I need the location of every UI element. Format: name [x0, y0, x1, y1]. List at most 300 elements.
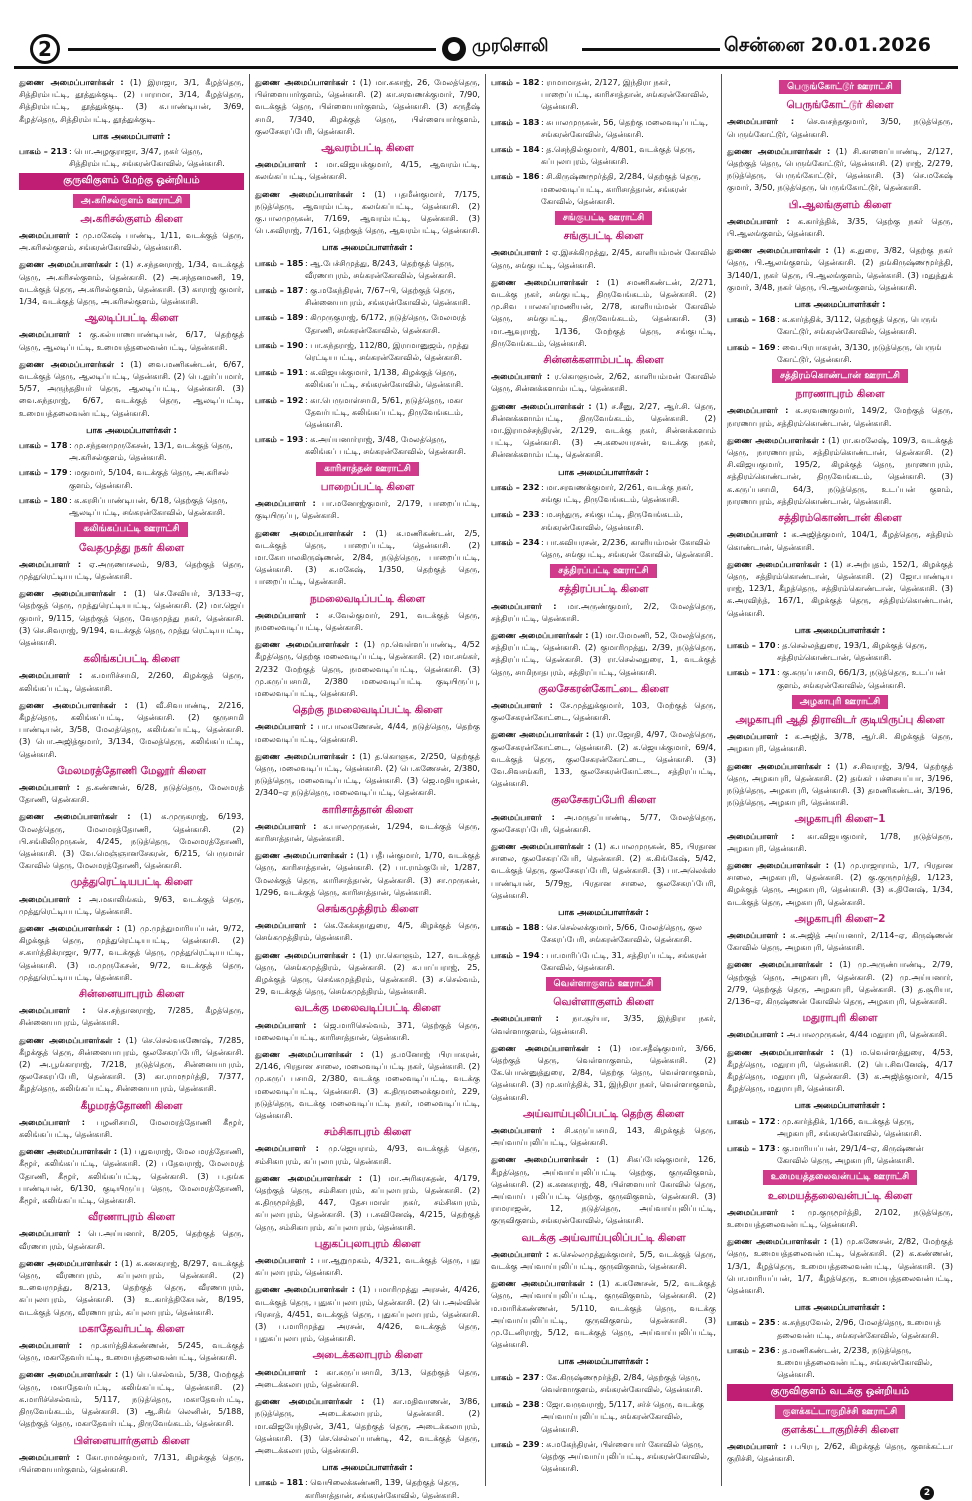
member-details: சே.முத்துக்குமார், 103, மேற்குத் தெரு, குலசேகரன்கோட்டை, தென்காசி. [491, 699, 716, 723]
member-details: (1) மு.ராஜாராம், 1/7, பிரதான சாலை, அழகாபுரி, தென்காசி. (2) கு.குருமூர்த்தி, 1/123, கிழக்குத் தெரு, அழகாபுரி, தென்காசி. (3) சு.தினேஷ், 1/34, வடக்குத் தெரு, அழகாபுரி, தென்காசி. [727, 859, 953, 907]
role-label: அமைப்பாளர் : [491, 1013, 559, 1024]
member-paragraph [727, 145, 953, 194]
booth-number: பாகம் – 169 [727, 341, 776, 352]
member-details: (1) ச.சீனு, 2/27, ஆர்.சி. தெரு, சின்னக்களாம்பட்டி, திருவேங்கடம், தென்காசி. (2) மா.இராமச்சந்திரன், 2/129, வடக்கு நகர், சின்னக்களாம் பட்டி, தென்காசி. (3) அ.கலையரசன், வடக்கு நகர், சின்னக்களாம்பட்டி, தென்காசி. [491, 400, 716, 460]
member-paragraph [19, 922, 244, 983]
role-label: அமைப்பாளர் : [491, 1248, 550, 1259]
column-3 [486, 74, 722, 1486]
panchayat-heading-wrap [491, 211, 716, 225]
member-details: (1) ரா.கொளும், 127, வடக்குத் தெரு, செங்கமுத்திரம், தென்காசி. (2) க.பாப்பராஜ், 25, கிழக்குத் தெரு, செங்கமுத்திரம், தென்காசி. (3) ச.செல்வம், 29, வடக்குத் தெரு, செங்கமுத்திரம், தென்காசி. [255, 949, 480, 997]
member-details: மு.கார்த்திக்கண்ணன், 5/245, வடக்குத் தெரு, மகாதேவர்பட்டி, உமையத்தலைவன்பட்டி, தென்காசி. [19, 1340, 245, 1363]
booth-number: பாகம் – 179 [19, 467, 68, 478]
branch-heading: உமையத்தலைவன்பட்டி கிளை [767, 1189, 913, 1202]
booth-entry [727, 639, 953, 663]
member-paragraph [19, 358, 244, 419]
branch-heading: செங்கமுத்திரம் கிளை [316, 902, 419, 915]
role-label: துணை அமைப்பாளர்கள் : [255, 188, 366, 199]
role-label: துணை அமைப்பாளர்கள் : [727, 1046, 835, 1057]
member-paragraph [255, 497, 480, 521]
booth-member: : செ.செல்லக்குமார், 5/66, மேலத்தெரு, குல சேகரப்பேரி, சங்கரன்கோவில், தென்காசி. [541, 922, 702, 945]
masthead-rule-left [68, 48, 436, 51]
booth-member: : க.விஜயக்குமார், 1/138, கிழக்குத் தெரு, கலிங்கப்பட்டி, சங்கரன்கோவில், தென்காசி. [305, 367, 464, 390]
booth-entry [727, 341, 953, 365]
branch-heading: சின்னையாபுரம் கிளை [78, 988, 185, 1000]
role-label: துணை அமைப்பாளர்கள் : [255, 527, 367, 538]
member-paragraph [255, 76, 480, 137]
member-paragraph [255, 188, 480, 237]
role-label: அமைப்பாளர் : [255, 1366, 318, 1377]
booth-number: பாகம் – 238 [491, 1399, 540, 1410]
role-label: துணை அமைப்பாளர்கள் : [491, 1154, 600, 1165]
member-paragraph [19, 893, 244, 917]
branch-heading: அடைக்கலாபுரம் கிளை [312, 1349, 423, 1362]
branch-heading: அய்வாய்புலிப்பட்டி தெற்கு கிளை [522, 1107, 685, 1120]
booth-number: பாகம் – 183 [491, 116, 540, 127]
role-label: அமைப்பாளர் : [19, 1340, 83, 1351]
branch-heading: பாறைப்பட்டி கிளை [320, 480, 415, 493]
member-details: பா.மனோஜ்குமார், 2/179, பாறைப்பட்டி, குடியிருப்பு, தென்காசி. [255, 498, 481, 521]
member-details: (1) வை.மணிகண்டன், 6/67, வடக்குத் தெரு, ஆலடிப்பட்டி, தென்காசி. (2) பெ.துர்ப்பமார், 5/57, அருந்ததியர் தெரு, ஆலடிப்பட்டி, தென்காசி. (3) வை.சுந்தராஜ், 6/67, வடக்குத் தெரு, ஆலடிப்பட்டி, உமையத்தலைவன்பட்டி, தென்காசி. [19, 358, 244, 418]
member-paragraph [491, 1248, 716, 1272]
member-paragraph [19, 558, 244, 582]
panchayat-heading: அழகாபுரி ஊராட்சி [792, 695, 889, 709]
role-label: துணை அமைப்பாளர்கள் : [727, 245, 829, 256]
booth-entry [491, 508, 716, 532]
role-label: அமைப்பாளர் : [19, 1005, 86, 1016]
member-paragraph [19, 229, 244, 253]
branch-heading: மேலமரத்தோணி மேலூர் கிளை [57, 764, 206, 777]
booth-number: பாகம் – 236 [727, 1344, 776, 1355]
booth-member: : வை.பிரபாகரன், 3/130, நடுத்தெரு, பெருங் கோட்டூர், தென்காசி. [777, 341, 942, 364]
booth-member: : த.செந்தில்குமார், 4/801, வடக்குத் தெரு, கப்புலாபுரம், தென்காசி. [541, 144, 696, 167]
masthead-rule-right [582, 48, 720, 51]
role-label: துணை அமைப்பாளர்கள் : [491, 629, 589, 640]
booth-number: பாகம் – 239 [491, 1438, 540, 1449]
member-details: (1) மு.கணேசன், 2/82, மேற்குத் தெரு, உமையத்தலைவன்பட்டி, தென்காசி. (2) க.கண்ணன், 1/3/1, கீழத்தெரு, உமையத்தலைவன்பட்டி, தென்காசி. (3) பொ.மாரியப்பன், 1/7, கீழத்தெரு, உமையத்தலைவன்பட்டி, தென்காசி. [727, 1236, 953, 1296]
role-label: துணை அமைப்பாளர்கள் : [19, 922, 120, 933]
member-details: கா.விஜயகுமார், 1/78, நடுத்தெரு, அழகாபுரி, தென்காசி. [727, 830, 953, 853]
booth-entry [255, 366, 480, 390]
masthead-divider [14, 66, 958, 69]
role-label: துணை அமைப்பாளர்கள் : [727, 859, 829, 870]
member-details: (1) பமாரிமுத்து அரசன், 4/426, வடக்குத் தெரு, புதுகப்புலாபுரம், தென்காசி. (2) பெ.அல்வின் பிரசாத், 4/451, வடக்குத் தெரு, புதுகப்புலாபுரம், தென்காசி. (3) ப.மாரிமுத்து அரசன், 4/426, வடக்குத் தெரு, புதுகப்புலாபுரம், தென்காசி. [255, 1284, 480, 1344]
booth-entry [255, 433, 480, 457]
section-subheading: பாக அமைப்பாளர்கள் : [794, 1302, 886, 1313]
member-details: (1) ச.அற்புதம், 152/1, கிழக்குத் தெரு, சத்திரம்கொண்டான், தென்காசி. (2) ஜோ.பாண்டிய ராஜ், 123/1, கீழத்தெரு, சத்திரம்கொண்டான், தென்காசி. (3) க.அரவிந்த், 167/1, கிழக்குத் தெரு, சத்திரம்கொண்டான், தென்காசி. [727, 558, 953, 618]
member-paragraph [727, 244, 953, 293]
role-label: துணை அமைப்பாளர்கள் : [255, 639, 359, 650]
member-paragraph [255, 158, 480, 182]
member-paragraph [491, 370, 716, 394]
role-label: துணை அமைப்பாளர்கள் : [19, 588, 127, 599]
role-label: அமைப்பாளர் : [727, 215, 790, 226]
panchayat-heading: குளக்கட்டாகுறிச்சி ஊராட்சி [775, 1405, 906, 1419]
role-label: துணை அமைப்பாளர்கள் : [727, 558, 828, 569]
booth-member: : மு.கார்த்திக், 1/166, வடக்குத் தெரு, அழகாபுரி, சங்கரன்கோவில், தென்காசி. [777, 1115, 922, 1138]
role-label: அமைப்பாளர் : [491, 811, 555, 822]
member-details: மா.விஜயக்குமார், 4/15, ஆவரம்பட்டி, கலங்கப்பட்டி, தென்காசி. [255, 159, 481, 182]
role-label: துணை அமைப்பாளர்கள் : [19, 77, 124, 87]
booth-number: பாகம் – 180 [19, 494, 68, 505]
panchayat-heading-wrap [727, 695, 953, 709]
member-details: மு.ஜெயராம், 4/93, வடக்குத் தெரு, சம்சிகாபுரம், கப்புலாபுரம், தென்காசி. [255, 1143, 480, 1166]
booth-number: பாகம் – 170 [727, 639, 776, 650]
member-details: ர.கொளுமன், 2/62, காளியம்மன் கோவில் தெரு, சின்னக்களாம்பட்டி, தென்காசி. [491, 371, 716, 394]
booth-entry [255, 394, 480, 431]
branch-heading: சத்திரம்கொண்டான் கிளை [778, 512, 902, 525]
branch-heading: மகாதேவர்பட்டி கிளை [78, 1322, 185, 1335]
role-label: துணை அமைப்பாளர்கள் : [491, 1278, 594, 1289]
booth-number: பாகம் – 172 [727, 1115, 776, 1126]
member-details: (1) க.கனகராஜ், 8/297, வடக்குத் தெரு, வீரணாபுரம், கப்புலாபுரம், தென்காசி. (2) உ.வைரமுத்து, 8/213, தெற்குத் தெரு, வீரணாபுரம், கப்புலாபுரம், தென்காசி. (3) உ.கார்த்திகேயன், 8/195, வடக்குத் தெரு, வீரணாபுரம், கப்புலாபுரம், தென்காசி. [19, 1257, 244, 1317]
member-details: க.மாரிச்சாமி, 2/260, கிழக்குத் தெரு, கலிங்கப்பட்டி, தென்காசி. [19, 670, 244, 693]
booth-number: பாகம் – 237 [491, 1371, 540, 1382]
member-paragraph [727, 1440, 953, 1464]
section-subheading: பாக அமைப்பாளர் : [92, 130, 171, 141]
role-label: துணை அமைப்பாளர்கள் : [255, 1284, 355, 1295]
role-label: துணை அமைப்பாளர்கள் : [19, 259, 119, 270]
member-paragraph [19, 258, 244, 307]
member-paragraph [491, 1277, 716, 1350]
member-paragraph [255, 849, 480, 898]
booth-entry [491, 481, 716, 505]
page-number-badge: 2 [30, 34, 60, 64]
booth-number: பாகம் – 233 [491, 509, 540, 520]
member-details: (1) ரா.கமலேஷ், 109/3, வடக்குத் தெரு, நாரணாபுரம், சத்திரம்கொண்டான், தென்காசி. (2) சி.விஜயகுமார், 195/2, கிழக்குத் தெரு, நாரணாபுரம், சத்திரம்கொண்டான், திருவேங்கடம், தென்காசி. (3) க.கருப்பசாமி, 64/3, நடுத்தெரு, உடப்பன் குளம், நாரணாபுரம், சத்திரம்கொண்டான், தென்காசி. [727, 434, 953, 506]
member-paragraph [255, 750, 480, 799]
member-paragraph [727, 958, 953, 1007]
dateline: சென்னை 20.01.2026 [724, 34, 931, 56]
member-paragraph [255, 1142, 480, 1166]
member-details: (1) சி.காளைப்பாண்டி, 2/127, தெற்குத் தெரு, பெருங்கோட்டூர், தென்காசி. (2) ராஜ், 2/279, நடுத்தெரு, பெருங்கோட்டூர், தென்காசி. (3) செ.மகேஷ் குமார், 3/50, நடுத்தெரு, பெருங்கோட்டூர், தென்காசி. [727, 145, 953, 193]
member-details: (1) மா.அரிகரசுதன், 4/179, தெற்குத் தெரு, சம்சிகாபுரம், கப்புலாபுரம், தென்காசி. (2) க.திருமூர்த்தி, 447, தேசபமாள் நகர், சம்சிகாபுரம், கப்புலாபுரம், தென்காசி. (3) ப.சுவினேஷ், 4/215, தெற்குத் தெரு, சம்சிகாபுரம், கப்புலாபுரம், தென்காசி. [255, 1172, 480, 1232]
member-paragraph [491, 400, 716, 461]
booth-entry [19, 494, 244, 518]
member-paragraph [727, 115, 953, 139]
booth-entry [727, 1115, 953, 1139]
panchayat-heading: உமையத்தலைவன்பட்டி ஊராட்சி [763, 1170, 918, 1184]
panchayat-heading: பெருங்கோட்டூர் ஊராட்சி [779, 80, 901, 94]
member-details: க.அஜித் அய்யனார், 2/114–ஏ, கிருஷ்ணன் கோவில் தெரு, அழகாபுரி, தென்காசி. [727, 929, 954, 953]
panchayat-heading: அ.கரிசல்குளம் ஊராட்சி [73, 194, 191, 208]
member-paragraph [727, 730, 953, 754]
member-paragraph [727, 215, 953, 239]
member-paragraph [255, 1395, 480, 1456]
panchayat-heading: சங்குபட்டி ஊராட்சி [555, 211, 653, 225]
booth-entry [491, 921, 716, 945]
branch-heading: ஆவரம்பட்டி கிளை [321, 142, 414, 155]
member-paragraph [491, 728, 716, 789]
role-label: துணை அமைப்பாளர்கள் : [255, 1396, 365, 1407]
role-label: துணை அமைப்பாளர்கள் : [491, 400, 592, 411]
member-details: ஜெ.மாரிசெல்வம், 371, தெற்குத் தெரு, மலைவடிப்பட்டி, காரிசாத்தான், தென்காசி. [255, 1019, 481, 1042]
panchayat-heading: கலிங்கப்பட்டி ஊராட்சி [75, 522, 187, 536]
member-paragraph [255, 820, 480, 844]
member-details: (1) க.கணேசன், 5/2, வடக்குத் தெரு, அய்வாய்புலிப்பட்டி, குருவிகுளம், தென்காசி. (2) ம.மாரிக்கண்ணன், 5/110, வடக்குத் தெரு, வடக்கு அய்வாய்புலிப்பட்டி, குருவிகுளம், தென்காசி. (3) மு.டேனிராஜ், 5/12, வடக்குத் தெரு, அய்வாய்புலிப்பட்டி, தென்காசி. [491, 1278, 716, 1350]
booth-member: : கு.மாரியப்பன், 29/1/4–ஏ, கிருஷ்ணன் கோவில் தெரு, அழகாபுரி, தென்காசி. [777, 1143, 924, 1166]
role-label: துணை அமைப்பாளர்கள் : [19, 1369, 119, 1380]
member-details: அ.மருதப்பாண்டி, 5/77, மேலத்தெரு, குலசேகரப்பேரி, தென்காசி. [491, 811, 716, 834]
member-details: (1) கா.மதிவாணன், 3/86, நடுத்தெரு, அடைக்கலாபுரம், தென்காசி. (2) மா.விஜயேந்திரன், 3/41, தெற்குத் தெரு, அடைக்கலாபுரம், தென்காசி. (3) செ.செல்லப்பாண்டி, 42, வடக்குத் தெரு, அடைக்கலாபுரம், தென்காசி. [255, 1396, 480, 1455]
booth-number: பாகம் – 194 [491, 949, 540, 960]
member-paragraph [727, 1235, 953, 1296]
branch-heading: பி.ஆலங்குளம் கிளை [788, 198, 892, 211]
booth-entry [727, 313, 953, 337]
member-details: (1) ரா.ஜோதி, 4/97, மேலத்தெரு, குலசேகரன்கோட்டை, தென்காசி. (2) க.ஜெயக்குமார், 69/4, வடக்குத் தெரு, குலசேகரன்கோட்டை, தென்காசி. (3) வே.சிவசங்கரி, 133, குலசேகரன்கோட்டை, சத்திரப்பட்டி, தென்காசி. [491, 729, 717, 789]
booth-member: : சுபாலமுருகன், 56, தெற்கு மலைவடிப்பட்டி, சங்கரன்கோவில், தென்காசி. [541, 116, 709, 139]
member-details: (1) ச.சந்தனராஜ், 1/34, வடக்குத் தெரு, அ.கரிசல்குளம், தென்காசி. (2) அ.சந்தனமணி, 19, வடக்குத் தெரு, அ.கரிசல்குளம், தென்காசி. (3) காராஜ் குமார், 1/34, வடக்குத் தெரு, அ.கரிசல்குளம், தென்காசி. [19, 259, 244, 307]
booth-number: பாகம் – 189 [255, 312, 304, 323]
member-paragraph [19, 810, 244, 871]
role-label: துணை அமைப்பாளர்கள் : [255, 850, 354, 861]
member-paragraph [255, 1019, 480, 1043]
member-details: கெ.கேக்கநாதுரை, 4/5, கிழக்குத் தெரு, செங்கமுத்திரம், தென்காசி. [255, 920, 480, 943]
booth-number: பாகம் – 191 [255, 367, 304, 378]
member-details: (1) மா.மேமணி, 52, மேலத்தெரு, சத்திரப்பட்டி, தென்காசி. (2) குமாரிமுத்து, 2/39, நடுத்தெரு, சத்திரப்பட்டி, தென்காசி. (3) ரா.செல்லதுரை, 1, வடக்குத் தெரு, சாமிநாதபுரம், சத்திரப்பட்டி, தென்காசி. [491, 629, 716, 677]
booth-entry [491, 143, 716, 167]
role-label: துணை அமைப்பாளர்கள் : [727, 959, 833, 970]
panchayat-heading-wrap [491, 977, 716, 991]
booth-entry [255, 284, 480, 308]
branch-heading: சம்சிகாபுரம் கிளை [323, 1126, 412, 1139]
booth-member: : மா.சரவணக்குமார், 2/261, வடக்கு நகர், சங்குபட்டி, திருவேங்கடம், தென்காசி. [541, 481, 694, 505]
booth-number: பாகம் – 213 [19, 146, 68, 157]
member-paragraph [727, 1028, 953, 1040]
booth-member: : கா.பெருமாள்சாமி, 5/61, நடுத்தெரு, மகா தேவர்பட்டி, கலிங்கப்பட்டி, திருவேங்கடம், தென்காசி. [305, 394, 464, 430]
member-details: (1) ச.சிவராஜ், 3/94, தெற்குத் தெரு, அழகாபுரி, தென்காசி. (2) தங்கர் பச்சையப்பா, 3/196, நடுத்தெரு, அழகாபுரி, தென்காசி. (3) தமணிகண்டன், 3/196, நடுத்தெரு, அழகாபுரி, தென்காசி. [727, 760, 953, 808]
member-paragraph [491, 629, 716, 678]
section-subheading: பாக அமைப்பாளர்கள் : [322, 242, 413, 253]
member-paragraph [727, 404, 953, 428]
article-columns [14, 74, 958, 1500]
branch-heading: வடக்கு மலைவடிப்பட்டி கிளை [294, 1002, 441, 1015]
booth-member: : பொ.அழகுராஜா, 3/47, நகர் தெரு, சித்திரம்பட்டி, சங்கரன்கோவில், தென்காசி. [69, 146, 225, 169]
member-details: செ.சந்தானராஜ், 7/285, கீழத்தெரு, சின்னையாபுரம், தென்காசி. [19, 1005, 244, 1028]
member-paragraph [491, 1124, 716, 1148]
booth-member: : ஆ.பேச்சிமுத்து, 8/243, தெற்குத் தெரு, வீரணாபுரம், சங்கரன்கோவில், தென்காசி. [305, 257, 457, 280]
booth-entry [491, 949, 716, 973]
member-paragraph [255, 609, 480, 633]
member-paragraph [19, 1339, 244, 1363]
column-2 [250, 74, 486, 1500]
member-details: ச.வேல்குமார், 291, வடக்குத் தெரு, நமலைவடிப்பட்டி, தென்காசி. [255, 609, 480, 632]
member-details: கு.கல்யாணபாண்டியன், 6/17, தெற்குத் தெரு, ஆலடிப்பட்டி, உமையத்தலைவன்பட்டி, தென்காசி. [19, 329, 244, 352]
role-label: அமைப்பாளர் : [19, 670, 83, 681]
member-paragraph [19, 1004, 244, 1028]
member-details: க.சரவணகுமார், 149/2, மேற்குத் தெரு, நாரணாபுரம், சத்திரம்கொண்டான், தென்காசி. [727, 405, 953, 428]
member-paragraph [255, 1366, 480, 1390]
branch-heading: வீரணாபுரம் கிளை [88, 1211, 175, 1224]
member-details: ப.பிரபு, 2/62, கிழக்குத் தெரு, குளக்கட்டா குறிச்சி, தென்காசி. [727, 1441, 953, 1464]
booth-number: பாகம் – 192 [255, 394, 304, 405]
member-details: (1) இராஜா, 3/1, கீழத்தெரு, சித்திரம்பட்டி, தூத்துக்குடி. (2) பாராமா, 3/14, கீழத்தெரு, சித்திரம்பட்டி, தூத்துக்குடி. (3) க.பாண்டியன், 3/69, கீழத்தெரு, சித்திரம்பட்டி, தூத்துக்குடி. [19, 77, 244, 124]
booth-number: பாகம் – 171 [727, 667, 776, 678]
member-details: (1) த.கொளுசு, 2/250, தெற்குத் தெரு, மலைவடிப்பட்டி, தென்காசி. (2) பெ.கணேசன், 2/380, நடுத்தெரு, மலைவடிப்பட்டி, தென்காசி. (3) ஜெ.மதியழகன், 2/340–ஏ நடுத்தெரு, மலைவடிப்பட்டி, தென்காசி. [255, 750, 480, 798]
booth-entry [727, 1316, 953, 1340]
branch-heading: வேதமுத்து நகர் கிளை [78, 541, 185, 554]
member-paragraph [491, 1042, 716, 1103]
member-details: (1) பதமீன்குமார், 7/175, நடுத்தெரு, ஆவரம்பட்டி, கலங்கப்பட்டி, தென்காசி. (2) கு.பாலமுருகன், 7/169, ஆவரம்பட்டி, தென்காசி. (3) பெ.சுவிராஜ், 7/161, தெற்குத் தெரு, ஆவரம்பட்டி, தென்காசி. [255, 188, 480, 236]
member-details: (1) மு.வெள்ளப்பாண்டி, 4/52 கீழத்தெரு, தெற்கு மலைவடிப்பட்டி, தென்காசி. (2) மா.சங்கர், 2/232 மேற்குத் தெரு, நமலைவடிப்பட்டி, தென்காசி. (3) மு.கருப்பசாமி, 2/380 மலைவடிப்பட்டி குடியிருப்பு, மலைவடிப்பட்டி, தென்காசி. [255, 639, 480, 698]
member-details: (1) க.முருகராஜ், 6/193, மேலத்தெரு, மேலமரத்தோணி, தென்காசி. (2) பி.சங்கிலிமுருகன், 4/245, நடுத்தெரு, மேலமரத்தோணி, தென்காசி. (3) வே.மெஞ்ஞானசேகரன், 6/215, பெருமாள் கோவில் தெரு, மேலமரத்தோணி, தென்காசி. [19, 811, 244, 871]
member-paragraph [255, 1172, 480, 1233]
role-label: அமைப்பாளர் : [255, 609, 319, 620]
member-paragraph [19, 1116, 244, 1140]
branch-heading: தெற்கு நமலைவடிப்பட்டி கிளை [292, 704, 443, 717]
member-details: அ.பாலமுருகன், 4/44 மதுராபுரி, தென்காசி. [784, 1029, 948, 1040]
role-label: துணை அமைப்பாளர்கள் : [491, 840, 591, 851]
member-paragraph [491, 1012, 716, 1036]
member-paragraph [727, 528, 953, 552]
member-details: (1) மு.அருண்பாண்டி, 2/79, தெற்குத் தெரு, அழகாபுரி, தென்காசி. (2) மு.அய்யனார், 2/79, தெற்குத் தெரு, அழகாபுரி, தென்காசி. (3) த.சூரியா, 2/136–ஏ, கிருஷ்ணன் கோவில் தெரு, அழகாபுரி, தென்காசி. [727, 959, 953, 1006]
booth-member: : பா.மாரிப்பேட்டி, 31, சத்திரப்பட்டி, சங்கரன் கோவில், தென்காசி. [541, 949, 707, 972]
member-paragraph [255, 527, 480, 588]
booth-entry [491, 76, 716, 113]
member-details: பழனிசாமி, மேலமரத்தோணி கீழூர், கலிங்கப்பட்டி, தென்காசி. [19, 1116, 245, 1140]
member-details: அ.மகாலிங்கம், 9/63, வடக்குத் தெரு, முத்துரெட்டியபட்டி, தென்காசி. [19, 893, 244, 916]
member-paragraph [491, 1153, 716, 1226]
booth-member: : ராமாமாதன், 2/127, இந்திரா நகர், பாறைப்பட்டி, காரிசாத்தான், சங்கரன்கோவில், தென்காசி. [541, 77, 709, 112]
booth-entry [19, 439, 244, 463]
role-label: துணை அமைப்பாளர்கள் : [727, 1236, 828, 1247]
member-details: பா.பாலகணேசன், 4/44, நடுத்தெரு, தெற்கு மலைவடிப்பட்டி, தென்காசி. [255, 721, 480, 744]
member-details: க.கார்த்திக், 3/35, தெற்கு நகர் தெரு, பி.ஆலங்குளம், தென்காசி. [727, 215, 953, 239]
booth-number: பாகம் – 186 [491, 171, 540, 182]
role-label: துணை அமைப்பாளர்கள் : [491, 1042, 601, 1053]
member-details: செ.வசந்தகுமார், 3/50, நடுத்தெரு, பெருங்கோட்டூர், தென்காசி. [727, 116, 953, 139]
member-paragraph [19, 781, 244, 805]
member-details: (1) வீ.சிவபாண்டி, 2/216, கீழத்தெரு, கலிங்கப்பட்டி, தென்காசி. (2) குருசாமி பாண்டியன், 3/58, மேலத்தெரு, கலிங்கப்பட்டி, தென்காசி. (3) பொ.அஜித்குமார், 3/134, மேலத்தெரு, கலிங்கப்பட்டி, தென்காசி. [19, 699, 244, 759]
role-label: துணை அமைப்பாளர்கள் : [727, 760, 831, 771]
role-label: அமைப்பாளர் : [727, 1441, 787, 1452]
section-subheading: பாக அமைப்பாளர்கள் : [322, 1462, 413, 1473]
booth-number: பாகம் – 181 [255, 1477, 304, 1488]
member-details: (1) த.மனோஜ் பிரபாகரன், 2/146, பிரதான சாலை, மலைவடிப்பட்டி நகர், தென்காசி. (2) மு.கருப் பசாமி, 2/380, வடக்கு மலைவடிப்பட்டி, வடக்கு மலைவடிப்பட்டி, தென்காசி. (3) க.திருமலைக்குமார், 229, நடுத்தெரு, வடக்கு மலைவடிப்பட்டி நகர், மலைவடிப்பட்டி, தென்காசி. [255, 1049, 480, 1121]
member-details: க.அஜித்குமார், 104/1, கீழத்தெரு, சத்திரம் கொண்டான், தென்காசி. [727, 529, 954, 552]
role-label: அமைப்பாளர் : [727, 929, 786, 940]
booth-member: : க.அய்யனார்ராஜ், 3/48, மேலத்தெரு, கலிங்கப் பட்டி, சங்கரன்கோவில், தென்காசி. [305, 434, 467, 457]
member-details: (1) பெ.செல்வம், 5/38, மேற்குத் தெரு, மகாதேவர்பட்டி, கலிங்கப்பட்டி, தென்காசி. (2) க.மாரிச்செல்வம், 5/117, நடுத்தெரு, மகாதேவர்பட்டி, திருவேங்கடம், தென்காசி. (3) ஆ.சிங் லெனின், 5/188, தெற்குத் தெரு, மகாதேவர்பட்டி, திருவேங்கடம், தென்காசி. [19, 1369, 244, 1429]
booth-number: பாகம் – 188 [491, 922, 540, 933]
section-subheading: பாக அமைப்பாளர்கள் : [794, 624, 886, 635]
member-details: நா.சூர்யா, 3/35, இந்திரா நகர், வெள்ளாகுளம், தென்காசி. [491, 1013, 717, 1036]
branch-heading: காரிசாத்தான் கிளை [321, 803, 414, 816]
role-label: துணை அமைப்பாளர்கள் : [255, 750, 356, 761]
role-label: துணை அமைப்பாளர்கள் : [19, 1257, 118, 1268]
booth-entry [491, 1398, 716, 1435]
branch-heading: குளக்கட்டாகுறிச்சி கிளை [781, 1423, 899, 1436]
member-details: கோ.ராமச்குமார், 7/131, கிழக்குத் தெரு, பிள்ளையார்குளம், தென்காசி. [19, 1451, 244, 1474]
role-label: அமைப்பாளர் : [491, 699, 553, 710]
role-label: அமைப்பாளர் : [727, 1206, 795, 1217]
member-paragraph [727, 760, 953, 809]
member-details: பெ.அய்யனார், 8/205, தெற்குத் தெரு, வீரணாபுரம், தென்காசி. [19, 1228, 244, 1251]
booth-member: : சு.மகேந்திரன், பிள்ளையார் கோவில் தெரு, தெற்கு அய்வாய்புலிப்பட்டி, சங்கரன்கோவில், தென்காசி. [541, 1438, 710, 1474]
section-subheading: பாக அமைப்பாளர்கள் : [558, 1356, 649, 1367]
member-details: ஏ.அருணாசலம், 9/83, தெற்குத் தெரு, முத்துரெட்டியபட்டி, தென்காசி. [19, 558, 244, 581]
member-details: (1) மா.சதீஷ்குமார், 3/66, தெற்குத் தெரு, வெள்ளாகுளம், தென்காசி. (2) கே.பொன்னுத்துரை, 2/84, தெற்கு தெரு, வெள்ளாகுளம், தென்காசி. (3) மு.கார்த்திக், 31, இந்திரா நகர், வெள்ளாகுளம், தென்காசி. [491, 1042, 716, 1102]
member-details: (1) க.மணிகண்டன், 2/5, வடக்குத் தெரு, பாறைப்பட்டி, தென்காசி. (2) மா.கோபாலகிருஷ்ணன், 2/84, நடுத்தெரு, பாறைப்பட்டி, தென்காசி. (3) க.மகேஷ், 1/350, தெற்குத் தெரு, பாறைப்பட்டி, தென்காசி. [255, 527, 480, 587]
member-details: க.பாலமுருகன், 1/294, வடக்குத் தெரு, காரிசாத்தான், தென்காசி. [255, 820, 480, 843]
booth-member: : கிமுருகுராஜ், 6/172, நடுத்தெரு, மேலமரத் தோணி, சங்கரன்கோவில், தென்காசி. [305, 312, 467, 335]
member-paragraph [727, 434, 953, 507]
member-paragraph [727, 830, 953, 854]
booth-entry [255, 257, 480, 281]
member-paragraph [19, 699, 244, 760]
role-label: அமைப்பாளர் : [727, 1029, 785, 1040]
branch-heading: அ.கரிசல்குளம் கிளை [80, 212, 183, 225]
role-label: அமைப்பாளர் : [19, 329, 82, 340]
booth-number: பாகம் – 190 [255, 339, 304, 350]
member-paragraph [727, 1046, 953, 1095]
booth-number: பாகம் – 185 [255, 257, 304, 268]
panchayat-heading: சத்திரம்கொண்டான் ஊராட்சி [772, 369, 908, 383]
member-details: (1) பதீபன்குமார், 1/70, வடக்குத் தெரு, காரிசாத்தான், தென்காசி. (2) பா.ராம்குபேர், 1/287, மேலக்குத் தெரு, காரிசாத்தான், தென்காசி. (3) சா.முருகன், 1/296, வடக்குத் தெரு, காரிசாத்தான், தென்காசி. [255, 850, 480, 897]
panchayat-heading: சத்திரப்பட்டி ஊராட்சி [550, 564, 656, 578]
role-label: அமைப்பாளர் : [19, 893, 82, 904]
member-details: (1) மு.முத்துமாரியப்பன், 9/72, கிழக்குத் தெரு, முத்துரெட்டியபட்டி, தென்காசி. (2) ச.கார்த்திக்ராஜா, 9/77, வடக்குத் தெரு, முத்துரெட்டியபட்டி, தென்காசி. (3) ம.முருகேசன், 9/72, வடக்குத் தெரு, முத்துரெட்டியபட்டி, தென்காசி. [19, 922, 244, 982]
member-paragraph [19, 1034, 244, 1095]
booth-entry [19, 145, 244, 169]
branch-heading: நாரணாபுரம் கிளை [795, 388, 885, 401]
member-paragraph [491, 811, 716, 835]
union-heading: குருவிகுளம் மேற்கு ஒன்றியம் [19, 173, 244, 189]
role-label: அமைப்பாளர் : [727, 529, 787, 540]
member-details: சி.கருப்பசாமி, 143, கிழக்குத் தெரு, அய்வாய்புலிப்பட்டி, தென்காசி. [491, 1125, 716, 1148]
member-paragraph [727, 859, 953, 908]
member-details: கா.கருப்பசாமி, 3/13, தெற்குத் தெரு, அடைக்கலாபுரம், தென்காசி. [255, 1366, 480, 1389]
booth-member: : க.கார்த்திக், 3/112, தெற்குத் தெரு, பெருங் கோட்டூர், சங்கரன்கோவில், தென்காசி. [777, 314, 938, 337]
booth-number: பாகம் – 234 [491, 536, 540, 547]
branch-heading: அழகாபுரி கிளை–1 [794, 813, 886, 826]
role-label: அமைப்பாளர் : [255, 498, 316, 509]
booth-entry [727, 1344, 953, 1381]
column-1 [14, 74, 250, 1486]
member-paragraph [727, 929, 953, 953]
branch-heading: சின்னக்களாம்பட்டி கிளை [543, 354, 664, 367]
column-4 [722, 74, 958, 1486]
member-details: மு.மகேஷ் பாண்டி, 1/11, வடக்குத் தெரு, அ.கரிசல்குளம், சங்கரன்கோவில், தென்காசி. [19, 230, 244, 253]
booth-member: : க.கரசிப்பாண்டியன், 6/18, தெற்குத் தெரு, ஆலடிப்பட்டி, சங்கரன்கோவில், தென்காசி. [69, 494, 228, 518]
booth-entry [727, 666, 953, 690]
member-paragraph [255, 1254, 480, 1278]
booth-number: பாகம் – 182 [491, 77, 540, 87]
booth-member: : கு.கருப்பசாமி, 66/1/3, நடுத்தெரு, உடப்பன் குளம், சங்கரன்கோவில், தென்காசி. [777, 667, 946, 690]
member-details: ஏ.இசக்கிமுத்து, 2/45, காளியம்மன் கோவில் தெரு, சங்குபட்டி, தென்காசி. [491, 247, 717, 270]
role-label: துணை அமைப்பாளர்கள் : [491, 276, 600, 287]
member-paragraph [19, 1257, 244, 1318]
booth-member: : மகுமார், 5/104, வடக்குத் தெரு, அ.கரிசல் குளம், தென்காசி. [69, 467, 229, 490]
section-subheading: பாக அமைப்பாளர்கள் : [794, 299, 886, 310]
member-paragraph [19, 76, 244, 125]
member-details: (1) சமணிகண்டன், 2/271, வடக்கு நகர், சங்குபட்டி, திருவேங்கடம், தென்காசி. (2) மு.சிவ பாலசுப்ரமணியன், 2/78, காளியம்மன் கோவில் தெரு, சங்குபட்டி, திருவேங்கடம், தென்காசி. (3) மா.ஆவுராஜ், 1/136, மேற்குத் தெரு, சங்குபட்டி, திருவேங்கடம், தென்காசி. [491, 276, 716, 348]
panchayat-heading: காரிசாத்தன் ஊராட்சி [316, 462, 419, 476]
booth-entry [491, 1438, 716, 1475]
role-label: அமைப்பாளர் : [491, 371, 550, 382]
booth-member: : க.சுந்தரவேல், 2/96, மேலத்தெரு, உமையத் தலைவன்பட்டி, சங்கரன்கோவில், தென்காசி. [777, 1317, 941, 1340]
member-paragraph [19, 1368, 244, 1429]
section-subheading: பாக அமைப்பாளர்கள் : [558, 466, 649, 477]
booth-entry [255, 1476, 480, 1500]
role-label: அமைப்பாளர் : [19, 1116, 85, 1127]
booth-entry [19, 466, 244, 490]
role-label: அமைப்பாளர் : [255, 920, 317, 931]
role-label: துணை அமைப்பாளர்கள் : [727, 145, 831, 156]
member-paragraph [491, 246, 716, 270]
role-label: அமைப்பாளர் : [19, 1228, 81, 1239]
panchayat-heading: வெள்ளாகுளம் ஊராட்சி [546, 977, 662, 991]
footer-page-number: 2 [920, 1486, 934, 1500]
